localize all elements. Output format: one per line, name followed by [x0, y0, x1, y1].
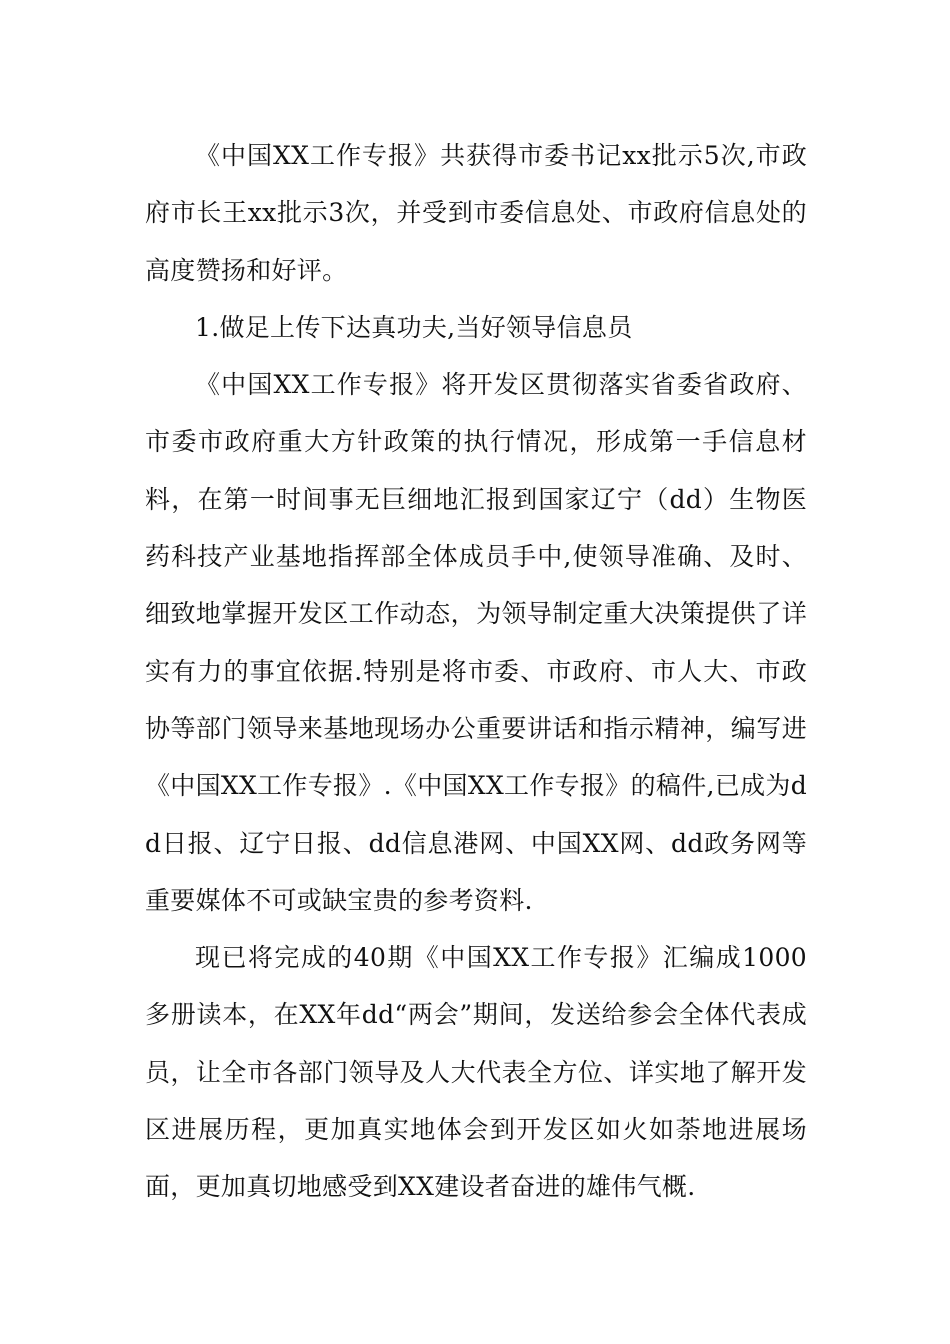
paragraph-compilation: 现已将完成的40期《中国XX工作专报》汇编成1000多册读本，在XX年dd“两会”期间，发送给参会全体代表成员，让全市各部门领导及人大代表全方位、详实地了解开发区进展历程，更加真实地体会到开发区如火如荼地进展场面，更加真切地感受到XX建设者奋进的雄伟气概.	[145, 943, 807, 1202]
document-body	[145, 127, 807, 1216]
section-heading: 1.做足上传下达真功夫,当好领导信息员	[195, 312, 633, 342]
paragraph-report-role: 《中国XX工作专报》将开发区贯彻落实省委省政府、市委市政府重大方针政策的执行情况，形成第一手信息材料，在第一时间事无巨细地汇报到国家辽宁（dd）生物医药科技产业基地指挥部全体成员手中,使领导准确、及时、细致地掌握开发区工作动态，为领导制定重大决策提供了详实有力的事宜依据.特别是将市委、市政府、市人大、市政协等部门领导来基地现场办公重要讲话和指示精神，编写进《中国XX工作专报》.《中国XX工作专报》的稿件,已成为dd日报、辽宁日报、dd信息港网、中国XX网、dd政务网等重要媒体不可或缺宝贵的参考资料.	[145, 370, 807, 915]
paragraph-report-praise: 《中国XX工作专报》共获得市委书记xx批示5次,市政府市长王xx批示3次，并受到市委信息处、市政府信息处的高度赞扬和好评。	[145, 141, 807, 285]
